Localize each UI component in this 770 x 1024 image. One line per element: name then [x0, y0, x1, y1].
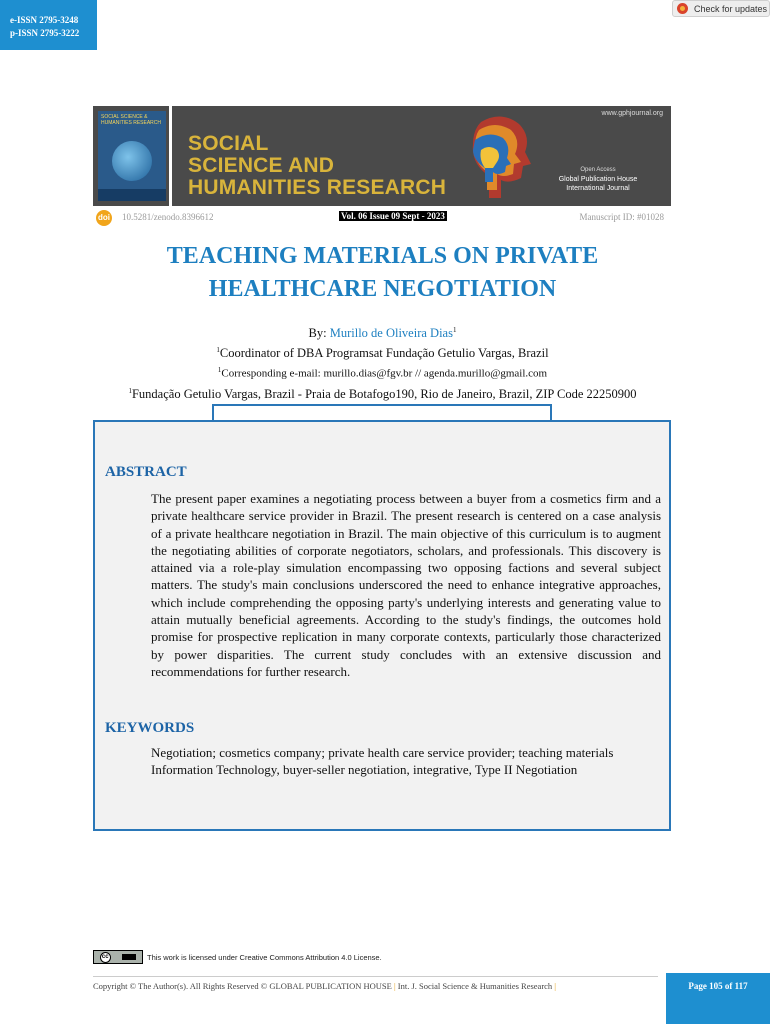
e-issn: e-ISSN 2795-3248 — [10, 15, 79, 25]
cc-icon: cc — [100, 952, 111, 963]
doi-link[interactable]: 10.5281/zenodo.8396612 — [122, 212, 214, 222]
article-meta-row — [96, 210, 668, 226]
abstract-text: The present paper examines a negotiating process between a buyer from a cosmetics firm and a private healthcare service provider in Brazil. The present research is centered on a case analysis of a private healthcare negotiation in Brazil. The main objective of this curriculum is to augment the negotiating abilities of corporate negotiators, scholars, and professionals. This discovery is attained via a role-play simulation encompassing two opposing factions and several subject matters. The study's main conclusions underscored the need to enhance integrative approaches, which include comprehending the opposing party's underlying interests and generating value to attain mutually beneficial agreements. According to the study's findings, the outcomes hold promise for prospective replication in many corporate contexts, particularly those characterized by power disparities. The current study concludes with an extensive discussion and recommendations for further research. — [151, 491, 661, 679]
corresponding-email: $^1$Corresponding e-mail: murillo.dias@fgv.br // agenda.murillo@gmail.com — [217, 366, 548, 380]
keywords-text: Negotiation; cosmetics company; private health care service provider; teaching materials Information Technology, buyer-seller negotiation, integrative, Type II Negotiation — [151, 745, 614, 778]
manuscript-id: Manuscript ID: #01028 — [579, 212, 664, 222]
journal-title: SOCIAL SCIENCE AND HUMANITIES RESEARCH — [188, 132, 447, 199]
p-issn: p-ISSN 2795-3222 — [10, 28, 80, 38]
cc-by-license-icon[interactable] — [93, 950, 143, 964]
volume-issue: Vol. 06 Issue 09 Sept - 2023 — [341, 211, 445, 221]
postal-address: $^1$Fundação Getulio Vargas, Brazil - Praia de Botafogo190, Rio de Janeiro, Brazil, ZIP Code 22250900 — [128, 386, 637, 402]
check-for-updates-button[interactable] — [672, 0, 770, 17]
cover-title: SOCIAL SCIENCE & HUMANITIES RESEARCH — [101, 114, 162, 126]
by-icon — [122, 954, 136, 960]
page-number: Page 105 of 117 — [666, 973, 770, 1024]
journal-banner — [93, 106, 671, 206]
abstract-heading: ABSTRACT — [105, 464, 187, 480]
keywords-heading: KEYWORDS — [105, 720, 195, 736]
abstract-panel — [93, 420, 671, 831]
issn-badge — [0, 0, 97, 50]
article-title: TEACHING MATERIALS ON PRIVATE HEALTHCARE NEGOTIATION — [166, 243, 599, 302]
journal-cover-image — [98, 111, 166, 201]
affiliation: $^1$Coordinator of DBA Programsat Fundação Getulio Vargas, Brazil — [216, 346, 549, 361]
journal-url: www.gphjournal.org — [601, 110, 663, 117]
license-text: This work is licensed under Creative Commons Attribution 4.0 License. — [147, 952, 382, 962]
check-updates-label: Check for updates — [694, 3, 768, 14]
globe-icon — [112, 141, 152, 181]
author-name[interactable]: Murillo de Oliveira Dias — [329, 326, 453, 341]
author-block — [60, 322, 705, 403]
crossmark-icon — [677, 3, 688, 14]
footer-copyright: Copyright © The Author(s). All Rights Reserved © GLOBAL PUBLICATION HOUSE | Int. J. Social Science & Humanities Research | — [93, 981, 556, 991]
heads-logo-icon — [461, 112, 541, 202]
open-access-label: Open Access Global Publication House International Journal — [558, 167, 638, 192]
byline: By: Murillo de Oliveira Dias$^1$ — [308, 326, 457, 341]
license-row — [93, 950, 382, 964]
footer-divider — [93, 976, 658, 977]
doi-icon: doi — [96, 210, 112, 226]
